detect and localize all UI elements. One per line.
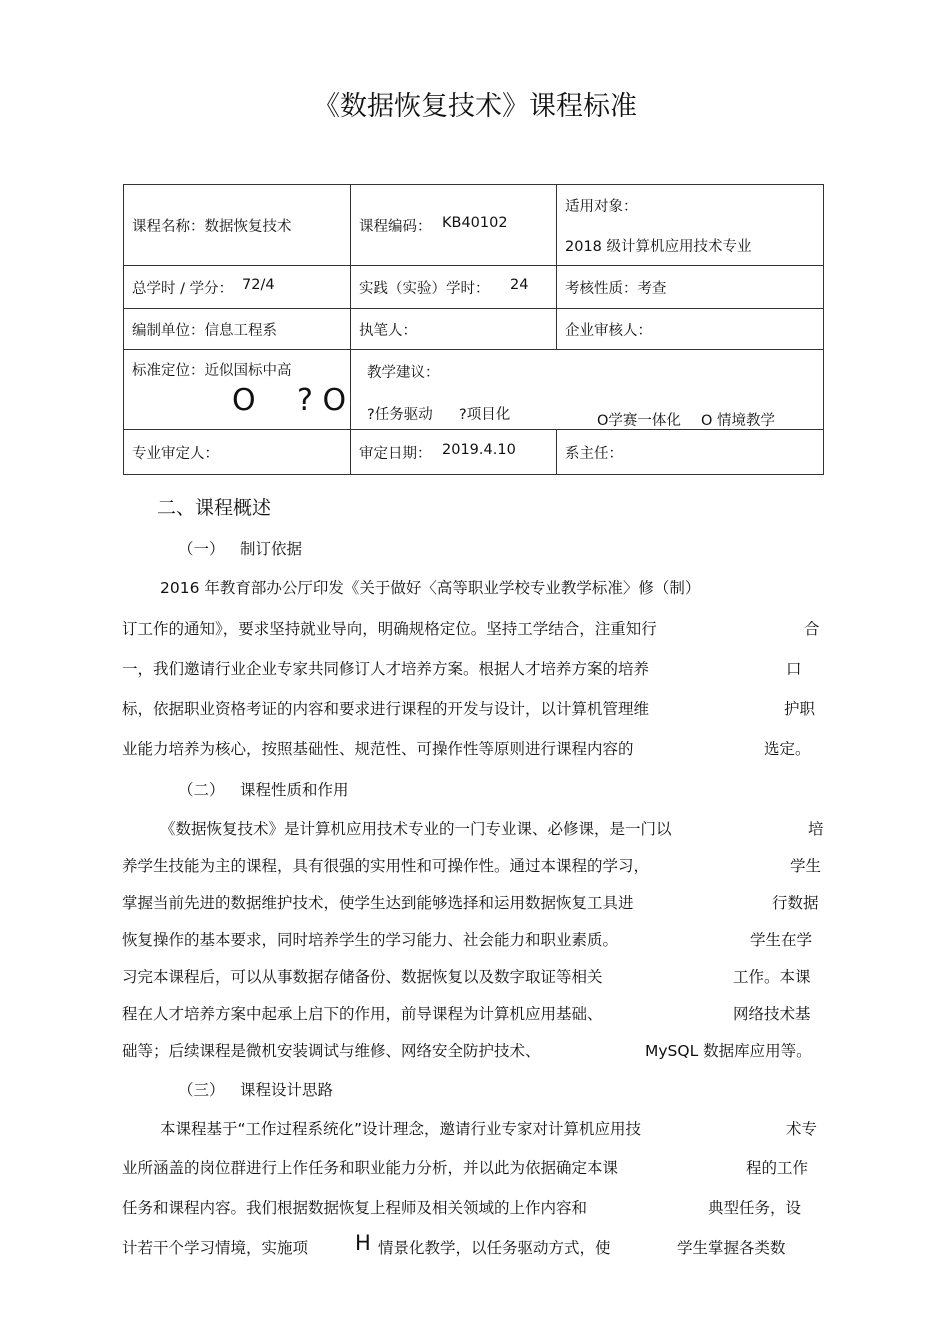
table-col-divider (556, 429, 557, 474)
paragraph-line: 础等；后续课程是微机安装调试与维修、网络安全防护技术、 (122, 1042, 541, 1060)
paragraph-line-end: 培 (808, 820, 824, 838)
table-row-divider (124, 349, 823, 350)
paragraph-line-end: 典型任务，设 (708, 1199, 802, 1217)
paragraph-line: 程在人才培养方案中起承上启下的作用，前导课程为计算机应用基础、 (122, 1005, 603, 1023)
paragraph-line: 养学生技能为主的课程，具有很强的实用性和可操作性。通过本课程的学习， (122, 857, 650, 875)
paragraph-line-end: 工作。本课 (733, 968, 811, 986)
positioning: 标准定位：近似国标中高 (132, 363, 292, 379)
paragraph-line: 订工作的通知》，要求坚持就业导向，明确规格定位。坚持工学结合，注重知行 (122, 620, 657, 638)
teaching-scenario: O 情境教学 (701, 413, 776, 429)
paragraph-line-end: 网络技术基 (733, 1005, 811, 1023)
assessment: 考核性质：考查 (565, 281, 667, 297)
paragraph-glyph: H (355, 1231, 371, 1255)
paragraph-line: 标，依据职业资格考证的内容和要求进行课程的开发与设计，以计算机管理维 (122, 700, 650, 718)
section-heading: 二、课程概述 (157, 497, 272, 519)
option-circle: ? O (297, 383, 347, 418)
paragraph-line: 习完本课程后，可以从事数据存储备份、数据恢复以及数字取证等相关 (122, 968, 603, 986)
paragraph-line-end: 学生掌握各类数 (677, 1239, 786, 1257)
hours-label: 总学时 / 学分： (132, 281, 234, 297)
subsection-number: （三） (178, 1081, 225, 1099)
hours-value: 72/4 (242, 277, 275, 293)
practice-label: 实践（实验）学时： (359, 281, 490, 297)
paragraph-line: 业能力培养为核心，按照基础性、规范性、可操作性等原则进行课程内容的 (122, 740, 634, 758)
paragraph-line-end: 术专 (786, 1120, 818, 1138)
subsection-number: （二） (178, 781, 225, 799)
course-code: KB40102 (442, 215, 508, 231)
paragraph-line: 2016 年教育部办公厅印发《关于做好〈高等职业学校专业教学标准〉修（制） (160, 579, 701, 597)
paragraph-line: 本课程基于“工作过程系统化”设计理念，邀请行业专家对计算机应用技 (160, 1120, 642, 1138)
paragraph-line: 计若干个学习情境，实施项 (122, 1239, 309, 1257)
practice-value: 24 (510, 277, 529, 293)
director: 系主任： (565, 446, 623, 462)
teaching-project: ?项目化 (459, 407, 511, 423)
review-date: 2019.4.10 (442, 442, 516, 458)
paragraph-line-end: 合 (804, 620, 820, 638)
subsection-title: 制订依据 (240, 540, 303, 558)
review-date-label: 审定日期： (359, 446, 432, 462)
paragraph-line-end: 学生在学 (750, 931, 813, 949)
paragraph-line: 任务和课程内容。我们根据数据恢复上程师及相关领域的上作内容和 (122, 1199, 588, 1217)
writer: 执笔人： (359, 323, 417, 339)
paragraph-line: 《数据恢复技术》是计算机应用技术专业的一门专业课、必修课，是一门以 (160, 820, 672, 838)
paragraph-line-end: MySQL 数据库应用等。 (645, 1042, 812, 1060)
target-label: 适用对象： (565, 199, 638, 215)
paragraph-line: 业所涵盖的岗位群进行上作任务和职业能力分析，并以此为依据确定本课 (122, 1159, 619, 1177)
paragraph-line-end: 学生 (790, 857, 822, 875)
table-col-divider (350, 185, 351, 474)
page-title: 《数据恢复技术》课程标准 (313, 91, 637, 122)
teaching-competition: O学赛一体化 (597, 413, 681, 429)
table-row-divider (124, 265, 823, 266)
unit: 编制单位：信息工程系 (132, 323, 277, 339)
paragraph-line: 恢复操作的基本要求，同时培养学生的学习能力、社会能力和职业素质。 (122, 931, 619, 949)
course-info-table (123, 184, 824, 475)
teaching-task-driven: ?任务驱动 (367, 407, 433, 423)
major-reviewer: 专业审定人： (132, 446, 219, 462)
paragraph-line-end: 程的工作 (746, 1159, 809, 1177)
course-name: 课程名称：数据恢复技术 (132, 219, 292, 235)
paragraph-line: 情景化教学，以任务驱动方式，使 (378, 1239, 611, 1257)
paragraph-line-end: 护职 (784, 700, 816, 718)
paragraph-line: 一，我们邀请行业企业专家共同修订人才培养方案。根据人才培养方案的培养 (122, 660, 650, 678)
enterprise-reviewer: 企业审核人： (565, 323, 652, 339)
subsection-number: （一） (178, 540, 225, 558)
subsection-title: 课程设计思路 (240, 1081, 334, 1099)
table-row-divider (124, 308, 823, 309)
paragraph-line-end: 选定。 (764, 740, 811, 758)
paragraph-line-end: 口 (786, 660, 802, 678)
option-circle: O (232, 383, 256, 418)
table-col-divider (556, 185, 557, 349)
paragraph-line: 掌握当前先进的数据维护技术，使学生达到能够选择和运用数据恢复工具进 (122, 894, 634, 912)
teaching-label: 教学建议： (367, 365, 440, 381)
paragraph-line-end: 行数据 (772, 894, 819, 912)
course-code-label: 课程编码： (359, 219, 432, 235)
target-value: 2018 级计算机应用技术专业 (565, 239, 752, 255)
subsection-title: 课程性质和作用 (240, 781, 349, 799)
